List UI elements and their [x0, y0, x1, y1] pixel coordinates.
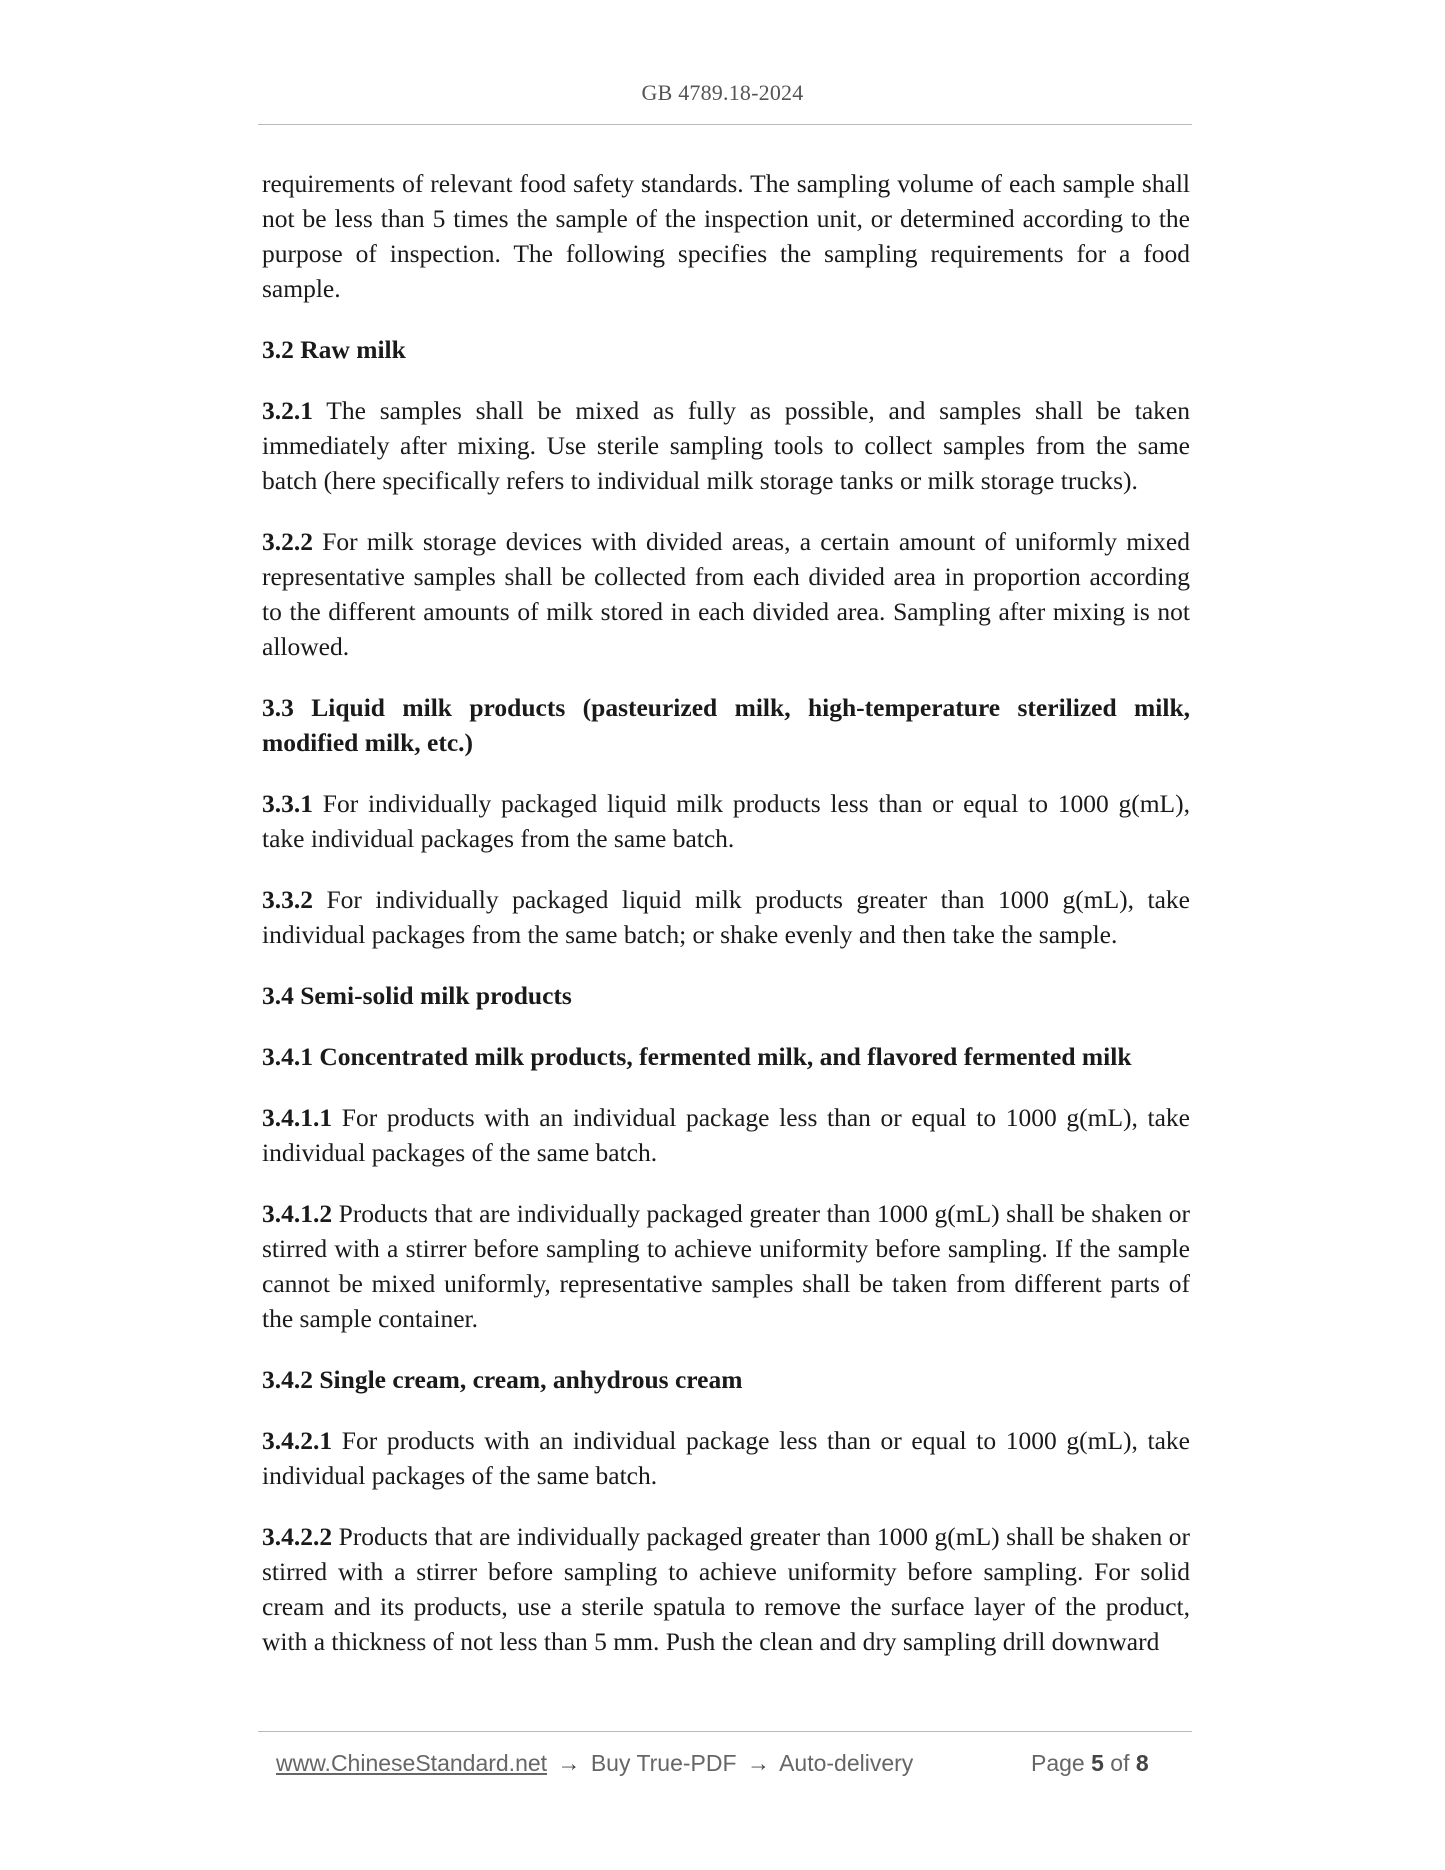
- paragraph-3-4-1-1: [262, 1100, 1190, 1170]
- auto-delivery-label: Auto-delivery: [779, 1750, 914, 1776]
- right-arrow-icon: →: [746, 1750, 770, 1776]
- clause-number: 3.4.1.1: [262, 1103, 333, 1132]
- paragraph-3-4-1-2: [262, 1196, 1190, 1336]
- buy-true-pdf-label: Buy True-PDF: [590, 1750, 737, 1776]
- page-number: [1031, 1750, 1149, 1777]
- paragraph-3-4-2-1: [262, 1423, 1190, 1493]
- heading-3-4: 3.4 Semi-solid milk products: [262, 981, 572, 1010]
- right-arrow-icon: →: [557, 1750, 581, 1776]
- clause-text: For products with an individual package less than or equal to 1000 g(mL), take individual packages of the same batch.: [262, 1426, 1190, 1490]
- clause-text: For individually packaged liquid milk products less than or equal to 1000 g(mL), take individual packages from the same batch.: [262, 789, 1190, 853]
- paragraph-intro: requirements of relevant food safety standards. The sampling volume of each sample shall not be less than 5 times the sample of the inspection unit, or determined according to the purpose of inspection. The following specifies the sampling requirements for a food sample.: [262, 169, 1190, 303]
- clause-number: 3.3.2: [262, 885, 313, 914]
- page-footer: [276, 1750, 1176, 1782]
- clause-number: 3.4.1.2: [262, 1199, 333, 1228]
- clause-number: 3.4.2.1: [262, 1426, 333, 1455]
- clause-text: Products that are individually packaged greater than 1000 g(mL) shall be shaken or stirred with a stirrer before sampling to achieve uniformity before sampling. For solid cream and its products, use a sterile spatula to remove the surface layer of the product, with a thickness of not less than 5 mm. Push the clean and dry sampling drill downward: [262, 1522, 1190, 1656]
- clause-number: 3.4.2.2: [262, 1522, 333, 1551]
- paragraph-3-3-1: [262, 786, 1190, 856]
- clause-number: 3.3.1: [262, 789, 313, 818]
- page-label: Page: [1031, 1750, 1085, 1776]
- document-body: [262, 166, 1190, 1685]
- clause-text: For products with an individual package less than or equal to 1000 g(mL), take individual packages of the same batch.: [262, 1103, 1190, 1167]
- site-link[interactable]: www.ChineseStandard.net: [276, 1750, 548, 1776]
- heading-3-4-1: 3.4.1 Concentrated milk products, fermented milk, and flavored fermented milk: [262, 1042, 1132, 1071]
- header-divider: [258, 124, 1192, 125]
- paragraph-3-3-2: [262, 882, 1190, 952]
- heading-3-4-2: 3.4.2 Single cream, cream, anhydrous cream: [262, 1365, 743, 1394]
- paragraph-3-4-2-2: [262, 1519, 1190, 1659]
- page-header-standard-id: GB 4789.18-2024: [641, 80, 804, 105]
- paragraph-3-2-1: [262, 393, 1190, 498]
- clause-number: 3.2.2: [262, 527, 313, 556]
- paragraph-3-2-2: [262, 524, 1190, 664]
- clause-text: For individually packaged liquid milk products greater than 1000 g(mL), take individual packages from the same batch; or shake evenly and then take the sample.: [262, 885, 1190, 949]
- page-current: 5: [1091, 1750, 1104, 1776]
- clause-text: For milk storage devices with divided areas, a certain amount of uniformly mixed representative samples shall be collected from each divided area in proportion according to the different amounts of milk stored in each divided area. Sampling after mixing is not allowed.: [262, 527, 1190, 661]
- heading-3-2: 3.2 Raw milk: [262, 335, 406, 364]
- page-of-label: of: [1110, 1750, 1130, 1776]
- clause-text: Products that are individually packaged greater than 1000 g(mL) shall be shaken or stirred with a stirrer before sampling to achieve uniformity before sampling. If the sample cannot be mixed uniformly, representative samples shall be taken from different parts of the sample container.: [262, 1199, 1190, 1333]
- footer-divider: [258, 1731, 1192, 1732]
- page-total: 8: [1135, 1750, 1149, 1776]
- clause-text: The samples shall be mixed as fully as possible, and samples shall be taken immediately after mixing. Use sterile sampling tools to collect samples from the same batch (here specifically refers to individual milk storage tanks or milk storage trucks).: [262, 396, 1190, 495]
- clause-number: 3.2.1: [262, 396, 313, 425]
- footer-purchase-line: [276, 1750, 913, 1777]
- heading-3-3: 3.3 Liquid milk products (pasteurized milk, high-temperature sterilized milk, modified milk, etc.): [262, 693, 1190, 757]
